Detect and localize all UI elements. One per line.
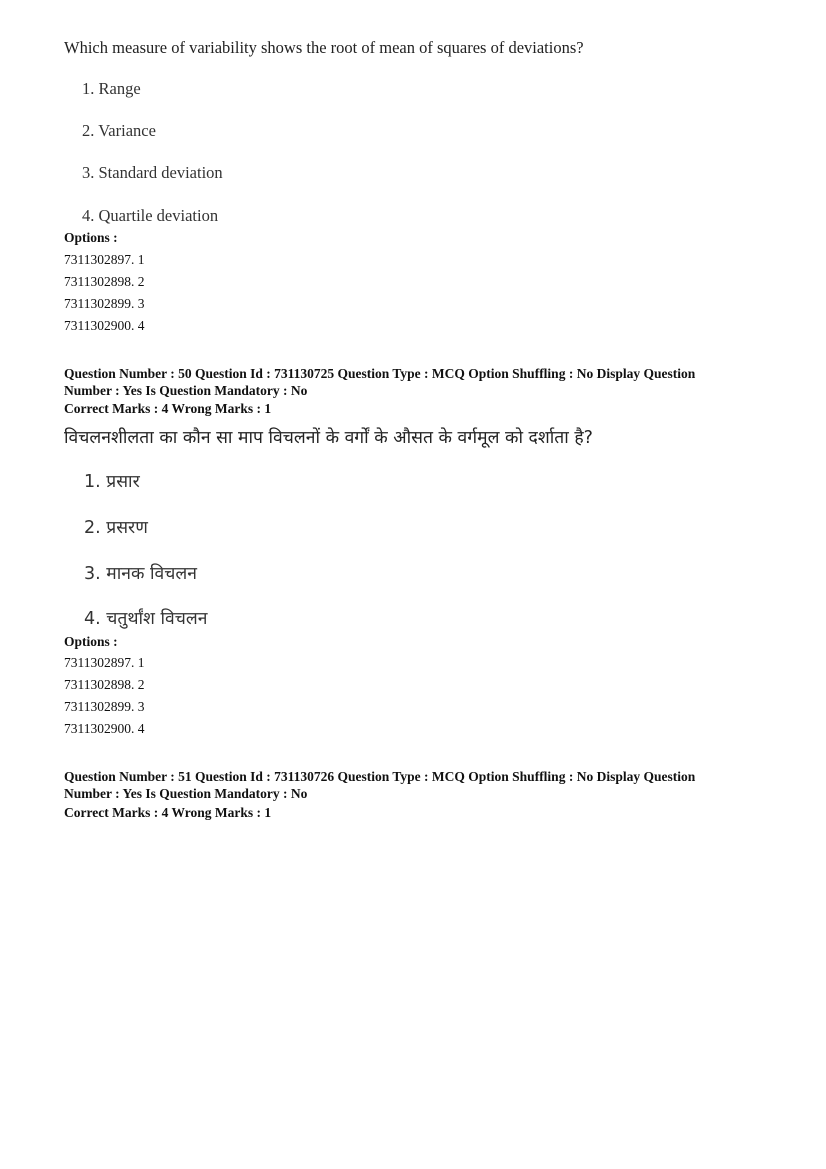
option-id-1: 7311302897. 1 bbox=[64, 252, 145, 267]
question-meta bbox=[64, 365, 764, 399]
question-marks: Correct Marks : 4 Wrong Marks : 1 bbox=[64, 401, 272, 416]
choice-1: 1. Range bbox=[82, 79, 141, 98]
question-text: विचलनशीलता का कौन सा माप विचलनों के वर्गों के औसत के वर्गमूल को दर्शाता है? bbox=[64, 428, 593, 448]
question-marks: Correct Marks : 4 Wrong Marks : 1 bbox=[64, 805, 272, 820]
question-meta-line2: Number : Yes Is Question Mandatory : No bbox=[64, 786, 308, 801]
choice-4: 4. Quartile deviation bbox=[82, 206, 219, 225]
option-id-3: 7311302899. 3 bbox=[64, 296, 145, 311]
choice-3: 3. Standard deviation bbox=[82, 163, 223, 182]
question-meta-line1: Question Number : 50 Question Id : 731130725 Question Type : MCQ Option Shuffling : No Display Question bbox=[64, 366, 696, 381]
question-meta-line1: Question Number : 51 Question Id : 731130726 Question Type : MCQ Option Shuffling : No Display Question bbox=[64, 769, 696, 784]
option-id-3: 7311302899. 3 bbox=[64, 699, 145, 714]
choice-3: 3. मानक विचलन bbox=[84, 564, 197, 584]
choice-2: 2. Variance bbox=[82, 121, 156, 140]
choice-2: 2. प्रसरण bbox=[84, 518, 148, 538]
choice-4: 4. चतुर्थांश विचलन bbox=[84, 609, 208, 629]
choice-1: 1. प्रसार bbox=[84, 472, 140, 492]
option-id-4: 7311302900. 4 bbox=[64, 318, 145, 333]
question-meta-line2: Number : Yes Is Question Mandatory : No bbox=[64, 383, 308, 398]
question-text: Which measure of variability shows the root of mean of squares of deviations? bbox=[64, 38, 584, 57]
option-id-2: 7311302898. 2 bbox=[64, 677, 145, 692]
option-id-1: 7311302897. 1 bbox=[64, 655, 145, 670]
options-label: Options : bbox=[64, 230, 118, 245]
question-meta bbox=[64, 768, 764, 802]
option-id-4: 7311302900. 4 bbox=[64, 721, 145, 736]
options-label: Options : bbox=[64, 634, 118, 649]
option-id-2: 7311302898. 2 bbox=[64, 274, 145, 289]
